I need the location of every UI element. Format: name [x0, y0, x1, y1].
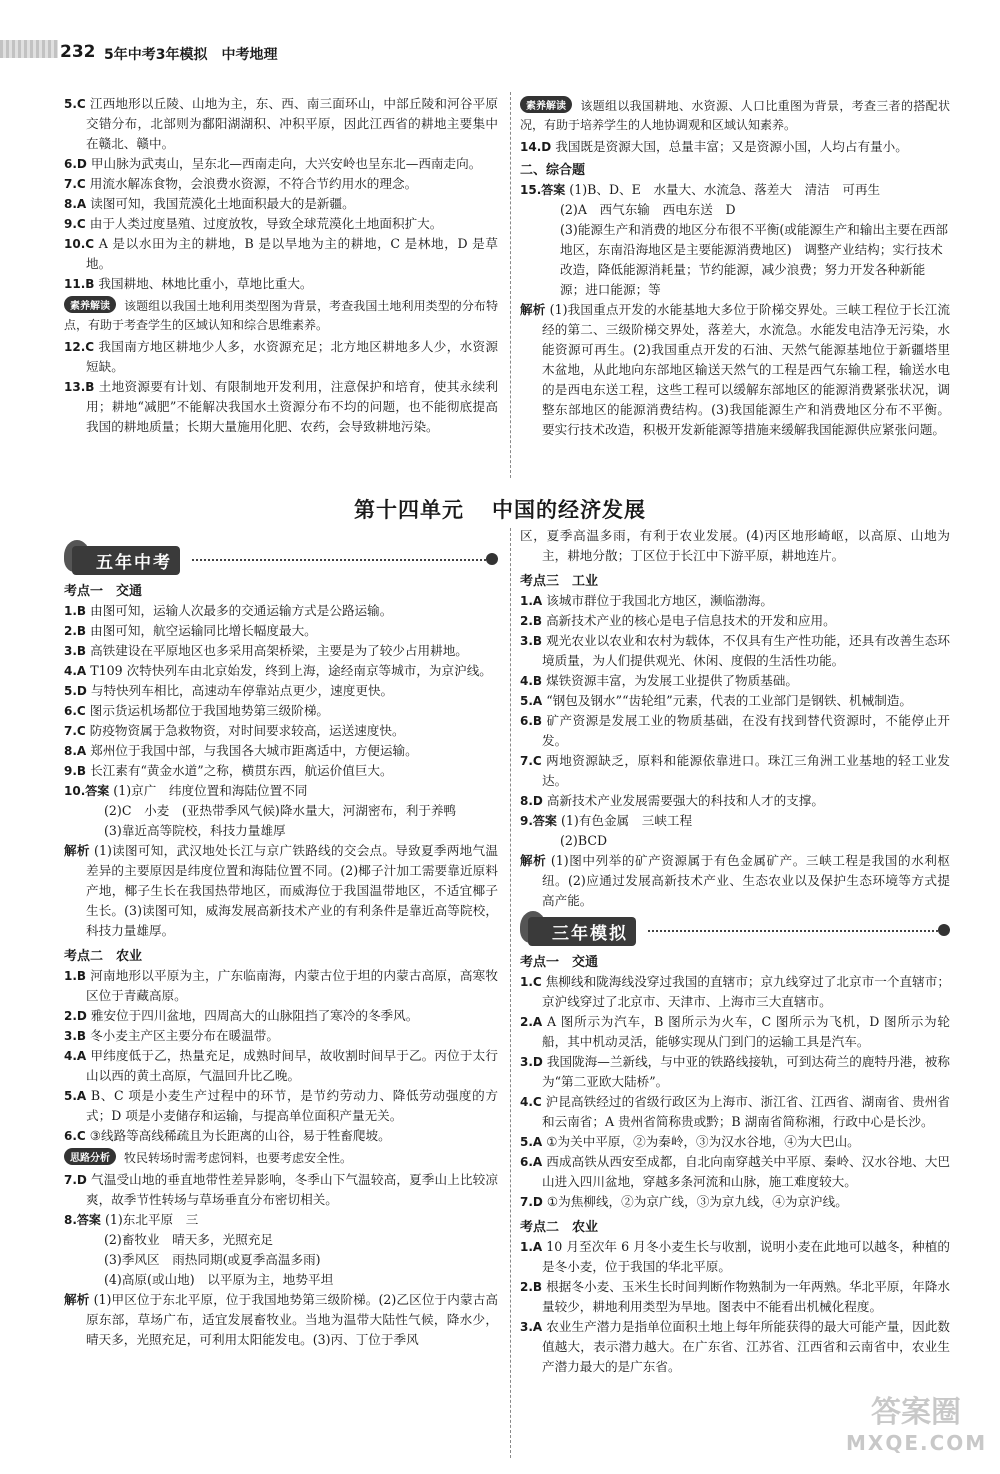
answer-number: 4.B [520, 674, 543, 688]
banner-label: 五年中考 [72, 546, 180, 575]
answer-number: 8.D [520, 794, 543, 808]
answer-line: (1)有色金属 三峡工程 [560, 813, 693, 828]
answer-line: (2)A 西气东输 西电东送 D [560, 202, 736, 217]
answer-item [520, 691, 950, 711]
answer-item [520, 591, 950, 611]
analysis-block [64, 841, 498, 941]
answer-number: 7.C [64, 177, 86, 191]
answer-line: (3)季风区 雨热同期(或夏季高温多雨) [104, 1252, 321, 1267]
answer-number: 3.B [64, 1029, 87, 1043]
answer-text: 用流水解冻食物，会浪费水资源，不符合节约用水的理念。 [89, 176, 418, 191]
answer-number: 7.C [64, 724, 86, 738]
answer-text: 高新技术产业的核心是电子信息技术的开发和应用。 [546, 613, 836, 628]
answer-line: (2)C 小麦 (亚热带季风气候)降水量大，河湖密布，利于养鸭 [104, 803, 457, 818]
answer-number: 4.A [64, 1049, 87, 1063]
topic-heading: 考点三 工业 [520, 574, 599, 589]
answer-number: 2.A [520, 1015, 543, 1029]
banner-three-year [520, 915, 950, 945]
analysis-text: (1)甲区位于东北平原，位于我国地势第三级阶梯。(2)乙区位于内蒙古高原东部，草场广布，适宜发展畜牧业。当地为温带大陆性气候，降水少，晴天多，光照充足，可利用太阳能发电。(3)丙、丁位于季风 [86, 1292, 498, 1347]
answer-number: 5.C [64, 97, 86, 111]
answer-item [64, 1026, 498, 1046]
answer-number: 7.D [64, 1173, 87, 1187]
answer-text: 我国耕地、林地比重小，草地比重大。 [98, 276, 313, 291]
answer-text: 我国南方地区耕地少人多，水资源充足；北方地区耕地多人少，水资源短缺。 [86, 339, 498, 374]
answer-item [64, 701, 498, 721]
answer-text: 10 月至次年 6 月冬小麦生长与收割，说明小麦在此地可以越冬，种植的是冬小麦，位于我国的华北平原。 [542, 1239, 950, 1274]
answer-item [520, 711, 950, 751]
answer-number: 6.C [64, 704, 86, 718]
answer-item [520, 1317, 950, 1377]
answer-item [64, 234, 498, 274]
answer-number: 10.C [64, 237, 95, 251]
analysis-text: (1)图中列举的矿产资源属于有色金属矿产。三峡工程是我国的水利枢纽。(2)应通过发展高新技术产业、生态农业以及保护生态环境等方式提高产能。 [542, 853, 950, 908]
answer-text: 两地资源缺乏，原料和能源依靠进口。珠江三角洲工业基地的轻工业发达。 [542, 753, 950, 788]
topic-heading: 考点一 交通 [520, 955, 599, 970]
unit-name: 中国的经济发展 [492, 497, 646, 522]
note-text: 该题组以我国耕地、水资源、人口比重图为背景，考查三者的搭配状况，有助于培养学生的人地协调观和区域认知素养。 [520, 99, 950, 132]
analysis-block [520, 851, 950, 911]
answer-text: 由图可知，运输人次最多的交通运输方式是公路运输。 [90, 603, 393, 618]
answer-line: (2)BCD [560, 833, 608, 848]
answer-item [520, 1092, 950, 1132]
banner-five-year [64, 544, 498, 574]
analysis-text: (1)读图可知，武汉地处长江与京广铁路线的交会点。导致夏季两地气温差异的主要原因是纬度位置和海陆位置不同。(2)椰子汁加工需要靠近原料产地，椰子生长在我国热带地区，而威海位于我国温带地区，不适宜椰子生长。(3)读图可知，威海发展高新技术产业的有利条件是靠近高等院校，科技力量雄厚。 [86, 843, 498, 938]
section-heading: 二、综合题 [520, 163, 586, 178]
answer-number: 15.答案 [520, 183, 566, 197]
watermark-logo [846, 1395, 988, 1464]
answer-number: 6.A [520, 1155, 543, 1169]
unit-number: 第十四单元 [354, 497, 464, 522]
answer-item [520, 1277, 950, 1317]
analysis-block [64, 1290, 498, 1350]
answer-item [64, 377, 498, 437]
topic-heading: 考点二 农业 [520, 1220, 599, 1235]
answer-item [64, 337, 498, 377]
top-right-column [520, 94, 950, 440]
answer-item [64, 274, 498, 294]
answer-number: 1.B [64, 969, 87, 983]
answer-text: 根据冬小麦、玉米生长时间判断作物熟制为一年两熟。华北平原，年降水量较少，耕地利用类型为旱地。图表中不能看出机械化程度。 [542, 1279, 951, 1314]
answer-number: 4.C [520, 1095, 542, 1109]
answer-item [64, 601, 498, 621]
answer-number: 1.C [520, 975, 542, 989]
page-number: 232 [60, 42, 96, 62]
note-text: 该题组以我国土地利用类型图为背景，考查我国土地利用类型的分布特点，有助于考查学生的区域认知和综合思维素养。 [64, 299, 498, 332]
answer-number: 5.A [520, 694, 543, 708]
answer-item [520, 137, 950, 157]
answer-item [64, 1170, 498, 1210]
answer-text: 甲山脉为武夷山，呈东北—西南走向，大兴安岭也呈东北—西南走向。 [90, 156, 482, 171]
dotted-rule [192, 559, 490, 561]
answer-number: 1.B [64, 604, 87, 618]
literacy-note [520, 96, 950, 135]
answer-number: 6.C [64, 1129, 86, 1143]
answer-item [520, 791, 950, 811]
analysis-label: 解析 [520, 302, 546, 317]
answer-number: 3.B [64, 644, 87, 658]
answer-text: 长江素有“黄金水道”之称，横贯东西，航运价值巨大。 [90, 763, 393, 778]
answer-number: 12.C [64, 340, 95, 354]
header-decoration [0, 40, 58, 58]
answer-item [64, 741, 498, 761]
answer-number: 14.D [520, 140, 552, 154]
answer-item [64, 1046, 498, 1086]
answer-line: (2)畜牧业 晴天多，光照充足 [104, 1232, 273, 1247]
answer-number: 4.A [64, 664, 87, 678]
dotted-rule [648, 930, 942, 932]
answer-number: 8.答案 [64, 1213, 101, 1227]
answer-number: 3.A [520, 1320, 543, 1334]
answer-item [520, 1012, 950, 1052]
bottom-left-column [64, 540, 498, 1350]
topic-heading: 考点二 农业 [64, 949, 143, 964]
answer-item [520, 1052, 950, 1092]
analysis-label: 解析 [520, 853, 547, 868]
answer-text: 沪昆高铁经过的省级行政区为上海市、浙江省、江西省、湖南省、贵州省和云南省；A 贵州省简称贵或黔；B 湖南省简称湘，行政中心是长沙。 [542, 1094, 950, 1129]
column-divider-top [510, 92, 512, 478]
literacy-note [64, 296, 498, 335]
answer-number: 5.A [520, 1135, 543, 1149]
literacy-note [64, 1148, 498, 1168]
answer-text: 防疫物资属于急救物资，对时间要求较高，运送速度快。 [89, 723, 405, 738]
continued-text: 区，夏季高温多雨，有利于农业发展。(4)丙区地形崎岖，以高原、山地为主，耕地分散；丁区位于长江中下游平原，耕地连片。 [520, 528, 950, 563]
answer-number: 1.A [520, 1240, 543, 1254]
answer-number: 10.答案 [64, 784, 110, 798]
answer-number: 9.C [64, 217, 86, 231]
banner-dot-icon [938, 924, 950, 936]
column-divider-bottom [510, 528, 512, 1458]
answer-text: 我国既是资源大国，总量丰富；又是资源小国，人均占有量小。 [555, 139, 908, 154]
answer-item [520, 1237, 950, 1277]
answer-number: 9.答案 [520, 814, 557, 828]
answer-text: B、C 项是小麦生产过程中的环节，是节约劳动力、降低劳动强度的方式；D 项是小麦储存和运输，与提高单位面积产量无关。 [86, 1088, 498, 1123]
answer-item [64, 681, 498, 701]
answer-item [64, 621, 498, 641]
analysis-label: 解析 [64, 843, 90, 858]
answer-text: 甲纬度低于乙，热量充足，成熟时间早，故收割时间早于乙。丙位于太行山以西的黄土高原，气温回升比乙晚。 [86, 1048, 498, 1083]
answer-line: (3)能源生产和消费的地区分布很不平衡(或能源生产和输出主要在西部地区，东南沿海地区是主要能源消费地区) 调整产业结构；实行技术改造，降低能源消耗量；节约能源，减少浪费；努力开发各种新能源；进口能源；等 [560, 222, 948, 297]
answer-number: 3.D [520, 1055, 543, 1069]
answer-item [520, 811, 950, 831]
answer-number: 7.D [520, 1195, 543, 1209]
answer-item [64, 214, 498, 234]
answer-item [64, 1126, 498, 1146]
answer-text: 雅安位于四川盆地，四周高大的山脉阻挡了寒冷的冬季风。 [90, 1008, 419, 1023]
unit-title [0, 494, 1000, 524]
answer-text: 土地资源要有计划、有限制地开发利用，注意保护和培育，使其永续利用；耕地“减肥”不能解决我国水土资源分布不均的问题，也不能彻底提高我国的耕地质量；长期大量施用化肥、农药，会导致耕地污染。 [86, 379, 499, 434]
answer-number: 5.A [64, 1089, 87, 1103]
answer-text: 高新技术产业发展需要强大的科技和人才的支撑。 [546, 793, 824, 808]
answer-number: 7.C [520, 754, 542, 768]
answer-number: 8.A [64, 197, 87, 211]
answer-text: 郑州位于我国中部，与我国各大城市距离适中，方便运输。 [90, 743, 418, 758]
watermark-url: MXQE.COM [846, 1431, 988, 1455]
answer-text: 观光农业以农业和农村为载体，不仅具有生产性功能，还具有改善生态环境质量，为人们提供观光、休闲、度假的生活性功能。 [542, 633, 951, 668]
answer-number: 6.B [520, 714, 543, 728]
answer-item [520, 671, 950, 691]
analysis-label: 解析 [64, 1292, 90, 1307]
page-header [0, 0, 1000, 80]
answer-item [520, 972, 950, 1012]
answer-item [520, 611, 950, 631]
book-title: 5年中考3年模拟 中考地理 [104, 47, 278, 63]
answer-number: 1.A [520, 594, 543, 608]
answer-line: (3)靠近高等院校，科技力量雄厚 [104, 823, 286, 838]
banner-label: 三年模拟 [528, 917, 636, 946]
answer-item [64, 194, 498, 214]
answer-number: 5.D [64, 684, 87, 698]
analysis-block [520, 300, 950, 440]
answer-number: 6.D [64, 157, 87, 171]
answer-line: (4)高原(或山地) 以平原为主，地势平坦 [104, 1272, 334, 1287]
analysis-text: (1)我国重点开发的水能基地大多位于阶梯交界处。三峡工程位于长江流经的第二、三级阶梯交界处，落差大，水流急。水能发电洁净无污染，水能资源可再生。(2)我国重点开发的石油、天然气能源基地位于新疆塔里木盆地，从此地向东部地区输送天然气的工程是西气东输工程，输送水电的是西电东送工程，这些工程可以缓解东部地区的能源消费紧张状况，调整东部地区的能源消费结构。(3)我国能源生产和消费地区分布不平衡。要实行技术改造，积极开发新能源等措施来缓解我国能源供应紧张问题。 [542, 302, 950, 437]
answer-text: 该城市群位于我国北方地区，濒临渤海。 [546, 593, 773, 608]
answer-item [520, 631, 950, 671]
answer-number: 3.B [520, 634, 543, 648]
answer-number: 2.B [520, 614, 543, 628]
answer-item [520, 180, 950, 200]
note-badge: 思路分析 [64, 1148, 116, 1165]
answer-item [520, 1152, 950, 1192]
answer-number: 9.B [64, 764, 87, 778]
answer-item [64, 641, 498, 661]
top-left-column [64, 94, 498, 437]
answer-text: ①为关中平原，②为秦岭，③为汉水谷地，④为大巴山。 [546, 1134, 860, 1149]
answer-text: 与特快列车相比，高速动车停靠站点更少，速度更快。 [90, 683, 394, 698]
answer-number: 13.B [64, 380, 95, 394]
answer-text: 江西地形以丘陵、山地为主，东、西、南三面环山，中部丘陵和河谷平原交错分布，北部则为鄱阳湖湖积、冲积平原，因此江西省的耕地主要集中在赣北、赣中。 [86, 96, 498, 151]
answer-number: 2.D [64, 1009, 87, 1023]
answer-text: 图示货运机场都位于我国地势第三级阶梯。 [89, 703, 330, 718]
answer-item [64, 154, 498, 174]
answer-line: (1)京广 纬度位置和海陆位置不同 [113, 783, 308, 798]
answer-item [64, 761, 498, 781]
answer-number: 8.A [64, 744, 87, 758]
answer-text: 冬小麦主产区主要分布在暖温带。 [90, 1028, 279, 1043]
answer-text: 河南地形以平原为主，广东临南海，内蒙古位于坦的内蒙古高原，高寒牧区位于青藏高原。 [86, 968, 499, 1003]
answer-item [64, 781, 498, 801]
answer-item [64, 174, 498, 194]
answer-line: (1)东北平原 三 [104, 1212, 199, 1227]
answer-text: 高铁建设在平原地区也多采用高架桥梁，主要是为了较少占用耕地。 [90, 643, 468, 658]
answer-text: 焦柳线和陇海线没穿过我国的直辖市；京九线穿过了北京市一个直辖市；京沪线穿过了北京市、天津市、上海市三大直辖市。 [542, 974, 950, 1009]
answer-text: ①为焦柳线，②为京广线，③为京九线，④为京沪线。 [546, 1194, 848, 1209]
answer-number: 2.B [520, 1280, 543, 1294]
answer-text: 由于人类过度垦殖、过度放牧，导致全球荒漠化土地面积扩大。 [89, 216, 443, 231]
watermark-text: 答案圈 [871, 1395, 961, 1430]
answer-item [520, 751, 950, 791]
answer-text: 矿产资源是发展工业的物质基础，在没有找到替代资源时，不能停止开发。 [542, 713, 951, 748]
answer-item [520, 1132, 950, 1152]
answer-text: 气温受山地的垂直地带性差异影响，冬季山下气温较高，夏季山上比较凉爽，故季节性转场与草场垂直分布密切相关。 [86, 1172, 498, 1207]
bottom-right-column [520, 526, 950, 1377]
answer-item [520, 1192, 950, 1212]
answer-text: “钢包及钢水”“齿轮组”元素，代表的工业部门是钢铁、机械制造。 [546, 693, 913, 708]
answer-item [64, 966, 498, 1006]
answer-text: 我国陇海—兰新线，与中亚的铁路线接轨，可到达荷兰的鹿特丹港，被称为“第二亚欧大陆桥”。 [542, 1054, 950, 1089]
answer-item [64, 1006, 498, 1026]
answer-text: 煤铁资源丰富，为发展工业提供了物质基础。 [546, 673, 798, 688]
answer-item [64, 661, 498, 681]
answer-text: A 图所示为汽车，B 图所示为火车，C 图所示为飞机，D 图所示为轮船，其中机动灵活，能够实现从门到门的运输工具是汽车。 [542, 1014, 950, 1049]
answer-text: 农业生产潜力是指单位面积土地上每年所能获得的最大可能产量，因此数值越大，表示潜力越大。在广东省、江苏省、江西省和云南省中，农业生产潜力最大的是广东省。 [542, 1319, 950, 1374]
answer-line: (1)B、D、E 水量大、水流急、落差大 清洁 可再生 [569, 182, 881, 197]
answer-number: 2.B [64, 624, 87, 638]
answer-item [64, 94, 498, 154]
note-badge: 素养解读 [64, 296, 116, 313]
answer-text: ③线路等高线稀疏且为长距离的山谷，易于牲畜爬坡。 [89, 1128, 391, 1143]
note-text: 牧民转场时需考虑饲料，也要考虑安全性。 [124, 1151, 353, 1165]
answer-item [64, 1086, 498, 1126]
answer-number: 11.B [64, 277, 95, 291]
answer-item [64, 1210, 498, 1230]
answer-text: 西成高铁从西安至成都，自北向南穿越关中平原、秦岭、汉水谷地、大巴山进入四川盆地，穿越多条河流和山脉，施工难度较大。 [542, 1154, 950, 1189]
banner-dot-icon [486, 553, 498, 565]
answer-item [64, 721, 498, 741]
topic-heading: 考点一 交通 [64, 584, 143, 599]
answer-text: T109 次特快列车由北京始发，终到上海，途经南京等城市，为京沪线。 [90, 663, 492, 678]
answer-text: 读图可知，我国荒漠化土地面积最大的是新疆。 [90, 196, 355, 211]
answer-text: A 是以水田为主的耕地，B 是以旱地为主的耕地，C 是林地，D 是草地。 [86, 236, 498, 271]
answer-text: 由图可知，航空运输同比增长幅度最大。 [90, 623, 317, 638]
note-badge: 素养解读 [520, 96, 572, 113]
